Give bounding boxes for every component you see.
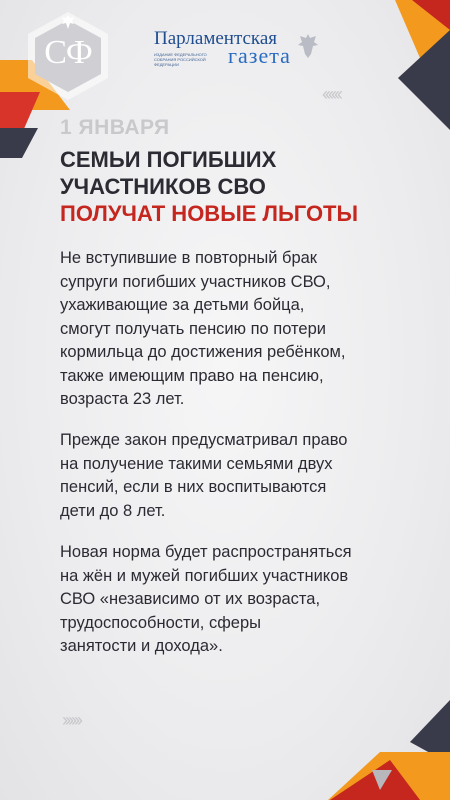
double-eagle-icon	[296, 32, 320, 60]
paragraph-line: СВО «независимо от их возраста,	[60, 590, 321, 608]
pg-logo-line1: Парламентская	[154, 28, 278, 49]
sf-logo-text: СФ	[44, 34, 92, 71]
paragraph-line: также имеющим право на пенсию,	[60, 366, 324, 385]
paragraph-line: на жён и мужей погибших участников	[60, 566, 349, 585]
paragraph-line: смогут получать пенсию по потери	[60, 319, 326, 338]
paragraph-line: возраста 23 лет.	[60, 390, 185, 408]
paragraph-line: пенсий, если в них воспитываются	[60, 478, 327, 496]
paragraph-line: трудоспособности, сферы	[60, 613, 261, 632]
pg-logo	[154, 28, 324, 68]
chevrons-decor-bottom: ››››››	[62, 710, 80, 730]
decor-shape-tl-dark	[0, 128, 38, 158]
pg-logo-tagline: ИЗДАНИЕ ФЕДЕРАЛЬНОГО СОБРАНИЯ РОССИЙСКОЙ ФЕДЕРАЦИИ	[154, 52, 207, 67]
date-label: 1 ЯНВАРЯ	[60, 116, 170, 139]
paragraph-line: Прежде закон предусматривал право	[60, 431, 348, 449]
pg-logo-line2: газета	[228, 43, 291, 68]
paragraph-1	[60, 247, 420, 412]
paragraph-3	[60, 541, 420, 659]
paragraph-line: супруги погибших участников СВО,	[60, 272, 331, 291]
paragraph-line: кормильца до достижения ребёнком,	[60, 343, 346, 361]
sf-logo	[22, 10, 114, 102]
paragraph-line: ухаживающие за детьми бойца,	[60, 296, 305, 314]
paragraph-line: Новая норма будет распространяться	[60, 543, 352, 561]
paragraph-line: на получение такими семьями двух	[60, 454, 333, 473]
paragraph-line: Не вступившие в повторный брак	[60, 249, 318, 267]
headline-line-1: СЕМЬИ ПОГИБШИХ	[60, 147, 277, 172]
paragraph-line: занятости и дохода».	[60, 637, 223, 655]
eagle-crest-icon	[60, 14, 76, 30]
paragraph-2	[60, 429, 420, 523]
headline-accent: ПОЛУЧАТ НОВЫЕ ЛЬГОТЫ	[60, 201, 359, 226]
headline	[60, 146, 276, 200]
paragraph-line: дети до 8 лет.	[60, 501, 166, 520]
chevrons-decor-top: ‹‹‹‹‹‹	[322, 84, 340, 104]
headline-line-2: УЧАСТНИКОВ СВО	[60, 174, 266, 199]
